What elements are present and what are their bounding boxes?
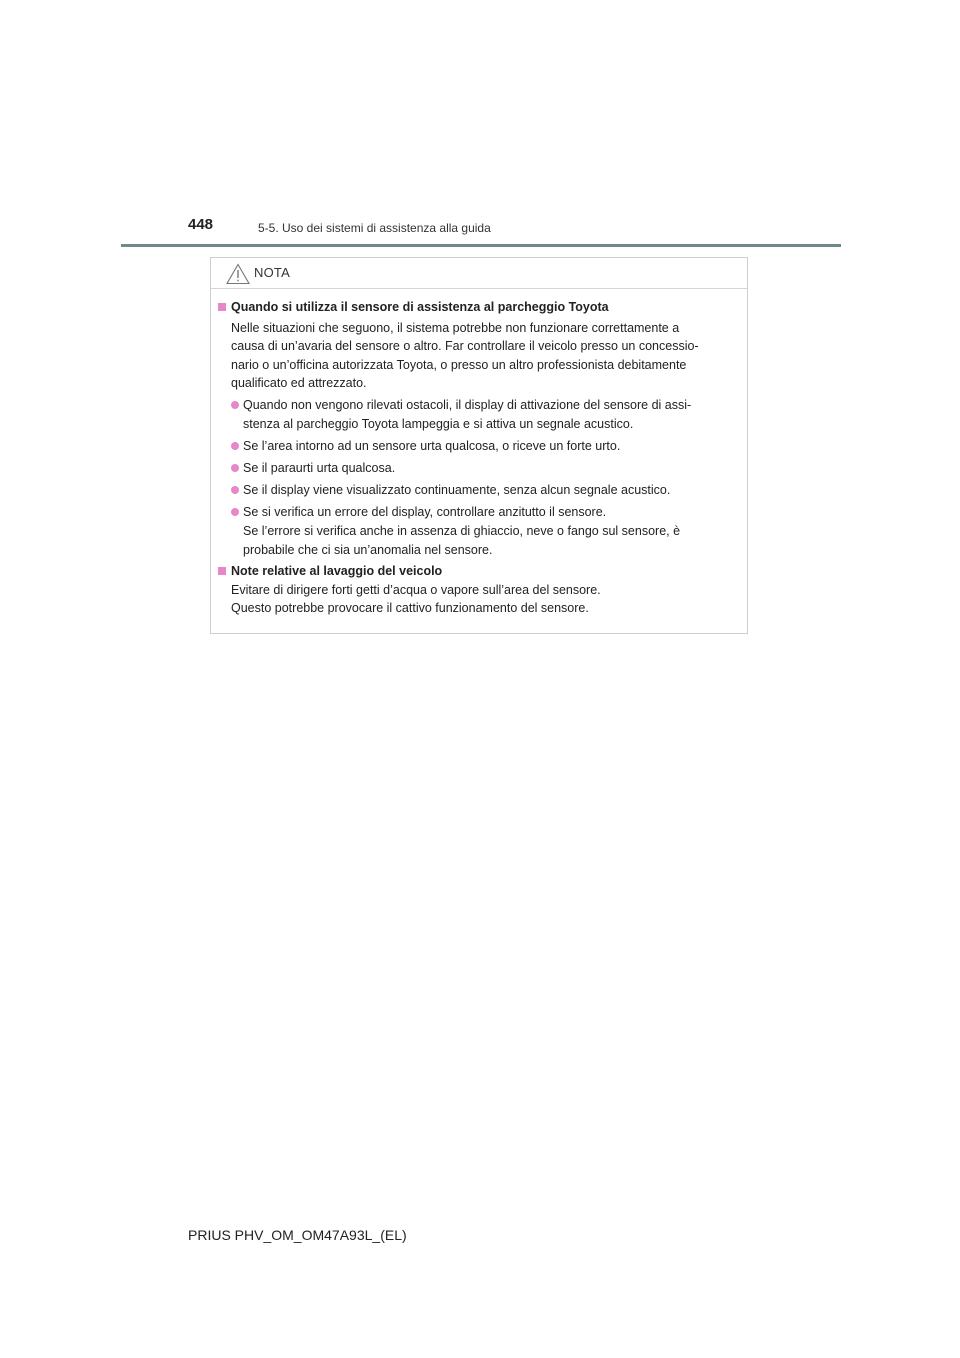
vehicle-washing-section [218, 562, 744, 618]
list-item-line: Se si verifica un errore del display, controllare anzitutto il sensore. [243, 505, 607, 520]
circle-bullet-icon [231, 508, 239, 516]
section-paragraph [218, 581, 744, 618]
section-heading [218, 298, 744, 317]
list-item-line: Se il paraurti urta qualcosa. [243, 461, 396, 476]
notice-box [210, 257, 748, 634]
list-item-line: Se l’errore si verifica anche in assenza di ghiaccio, neve o fango sul sensore, è [243, 524, 681, 539]
paragraph-line: Evitare di dirigere forti getti d’acqua o vapore sull’area del sensore. [231, 582, 601, 597]
list-item [218, 437, 744, 456]
notice-header [211, 258, 747, 289]
list-item-line: Se il display viene visualizzato continuamente, senza alcun segnale acustico. [243, 483, 671, 498]
paragraph-line: nario o un’officina autorizzata Toyota, o presso un altro professionista debitamente [231, 357, 687, 372]
list-item [218, 459, 744, 478]
circle-bullet-icon [231, 442, 239, 450]
section-heading [218, 562, 744, 581]
document-code: PRIUS PHV_OM_OM47A93L_(EL) [188, 1227, 407, 1243]
paragraph-line: causa di un’avaria del sensore o altro. Far controllare il veicolo presso un concessio- [231, 339, 699, 354]
circle-bullet-icon [231, 401, 239, 409]
list-item [218, 503, 744, 559]
header-rule [121, 244, 841, 247]
warning-triangle-icon [226, 263, 250, 285]
section-heading-text: Quando si utilizza il sensore di assistenza al parcheggio Toyota [231, 300, 609, 314]
condition-list [218, 396, 744, 559]
list-item-line: probabile che ci sia un’anomalia nel sensore. [243, 542, 493, 557]
notice-label: NOTA [254, 265, 290, 280]
section-heading-text: Note relative al lavaggio del veicolo [231, 564, 443, 579]
circle-bullet-icon [231, 486, 239, 494]
page-number: 448 [188, 216, 214, 233]
notice-content [218, 298, 744, 618]
list-item-line: stenza al parcheggio Toyota lampeggia e si attiva un segnale acustico. [243, 417, 634, 432]
circle-bullet-icon [231, 464, 239, 472]
list-item-line: Quando non vengono rilevati ostacoli, il display di attivazione del sensore di assi- [243, 398, 692, 413]
section-paragraph [218, 319, 744, 393]
parking-sensor-section [218, 298, 744, 559]
paragraph-line: qualificato ed attrezzato. [231, 376, 367, 391]
list-item [218, 396, 744, 433]
square-bullet-icon [218, 567, 226, 575]
list-item [218, 481, 744, 500]
paragraph-line: Nelle situazioni che seguono, il sistema potrebbe non funzionare correttamente a [231, 320, 680, 335]
page-header [188, 216, 788, 240]
square-bullet-icon [218, 303, 226, 311]
section-title: 5-5. Uso dei sistemi di assistenza alla guida [258, 221, 491, 235]
paragraph-line: Questo potrebbe provocare il cattivo funzionamento del sensore. [231, 601, 589, 616]
list-item-line: Se l’area intorno ad un sensore urta qualcosa, o riceve un forte urto. [243, 439, 621, 454]
